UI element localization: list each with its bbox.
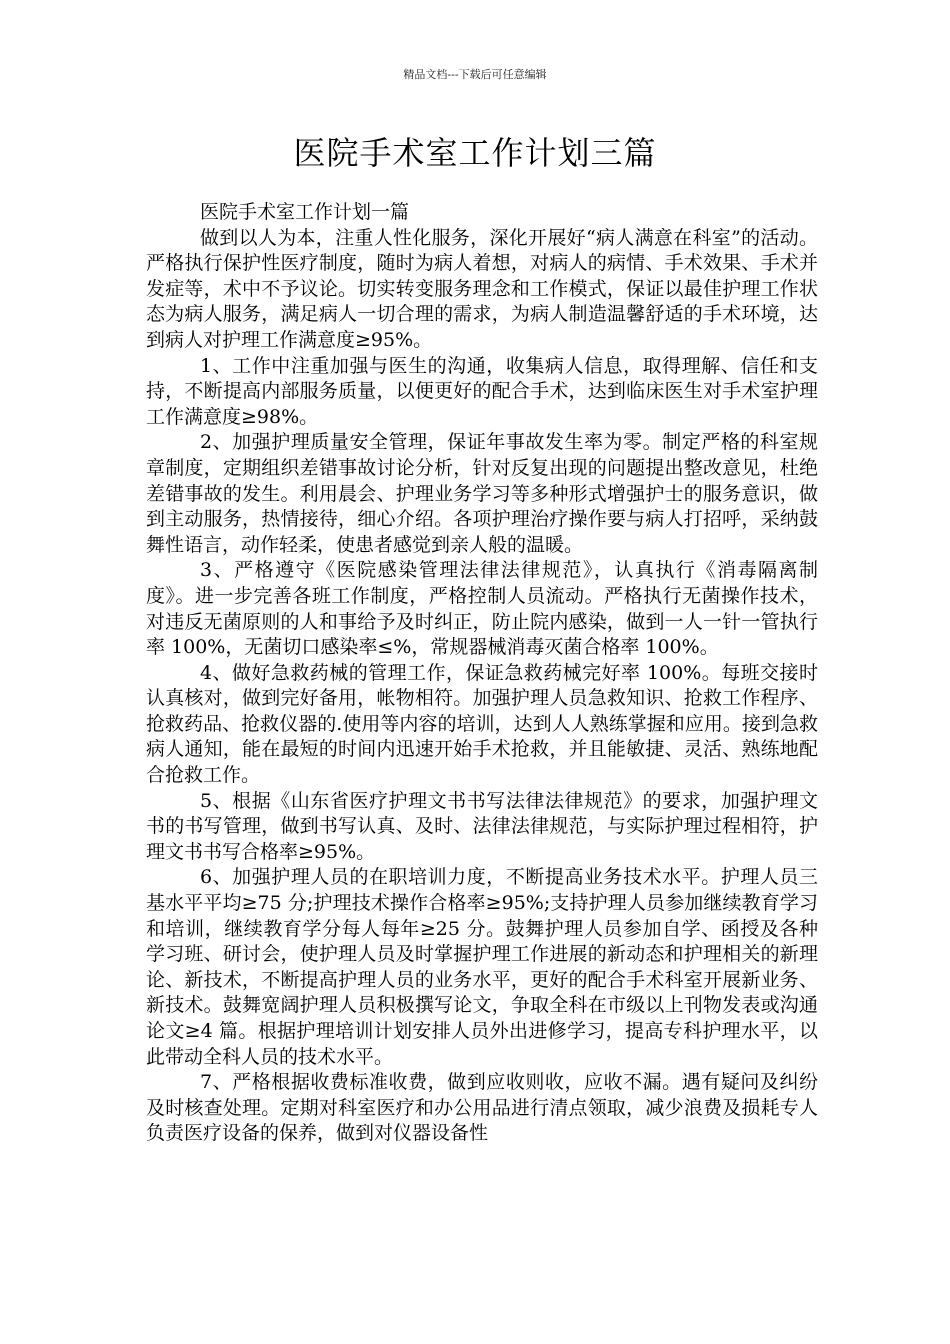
paragraph-item-1: 1、工作中注重加强与医生的沟通，收集病人信息，取得理解、信任和支持，不断提高内部服务质量，以便更好的配合手术，达到临床医生对手术室护理工作满意度≥98%。 bbox=[146, 354, 818, 428]
header-note: 精品文档---下载后可任意编辑 bbox=[403, 68, 547, 81]
paragraph-intro: 做到以人为本，注重人性化服务，深化开展好“病人满意在科室”的活动。严格执行保护性医疗制度，随时为病人着想，对病人的病情、手术效果、手术并发症等，术中不予议论。切实转变服务理念和工作模式，保证以最佳护理工作状态为病人服务，满足病人一切合理的需求，为病人制造温馨舒适的手术环境，达到病人对护理工作满意度≥95%。 bbox=[146, 226, 818, 351]
paragraph-item-7: 7、严格根据收费标准收费，做到应收则收，应收不漏。遇有疑问及纠纷及时核查处理。定期对科室医疗和办公用品进行清点领取，减少浪费及损耗专人负责医疗设备的保养，做到对仪器设备性 bbox=[146, 1071, 818, 1145]
paragraph-item-4: 4、做好急救药械的管理工作，保证急救药械完好率 100%。每班交接时认真核对，做到完好备用，帐物相符。加强护理人员急救知识、抢救工作程序、抢救药品、抢救仪器的.使用等内容的培训，达到人人熟练掌握和应用。接到急救病人通知，能在最短的时间内迅速开始手术抢救，并且能敏捷、灵活、熟练地配合抢救工作。 bbox=[146, 661, 818, 787]
paragraph-item-5: 5、根据《山东省医疗护理文书书写法律法律规范》的要求，加强护理文书的书写管理，做到书写认真、及时、法律法律规范，与实际护理过程相符，护理文书书写合格率≥95%。 bbox=[146, 789, 818, 863]
paragraph-item-6: 6、加强护理人员的在职培训力度，不断提高业务技术水平。护理人员三基水平平均≥75 分;护理技术操作合格率≥95%;支持护理人员参加继续教育学习和培训，继续教育学分每人每年≥25 分。鼓舞护理人员参加自学、函授及各种学习班、研讨会，使护理人员及时掌握护理工作进展的新动态和护理相关的新理论、新技术，不断提高护理人员的业务水平，更好的配合手术科室开展新业务、新技术。鼓舞宽阔护理人员积极撰写论文，争取全科在市级以上刊物发表或沟通论文≥4 篇。根据护理培训计划安排人员外出进修学习，提高专科护理水平，以此带动全科人员的技术水平。 bbox=[146, 866, 818, 1068]
section-title: 医院手术室工作计划一篇 bbox=[200, 201, 410, 223]
document-body bbox=[146, 200, 818, 1147]
paragraph-item-3: 3、严格遵守《医院感染管理法律法律规范》，认真执行《消毒隔离制度》。进一步完善各班工作制度，严格控制人员流动。严格执行无菌操作技术，对违反无菌原则的人和事给予及时纠正，防止院内感染，做到一人一针一管执行率 100%，无菌切口感染率≤%，常规器械消毒灭菌合格率 100%。 bbox=[146, 559, 818, 659]
paragraph-item-2: 2、加强护理质量安全管理，保证年事故发生率为零。制定严格的科室规章制度，定期组织差错事故讨论分析，针对反复出现的问题提出整改意见，杜绝差错事故的发生。利用晨会、护理业务学习等多种形式增强护士的服务意识，做到主动服务，热情接待，细心介绍。各项护理治疗操作要与病人打招呼，采纳鼓舞性语言，动作轻柔，使患者感觉到亲人般的温暖。 bbox=[146, 431, 818, 556]
document-title: 医院手术室工作计划三篇 bbox=[293, 134, 657, 172]
